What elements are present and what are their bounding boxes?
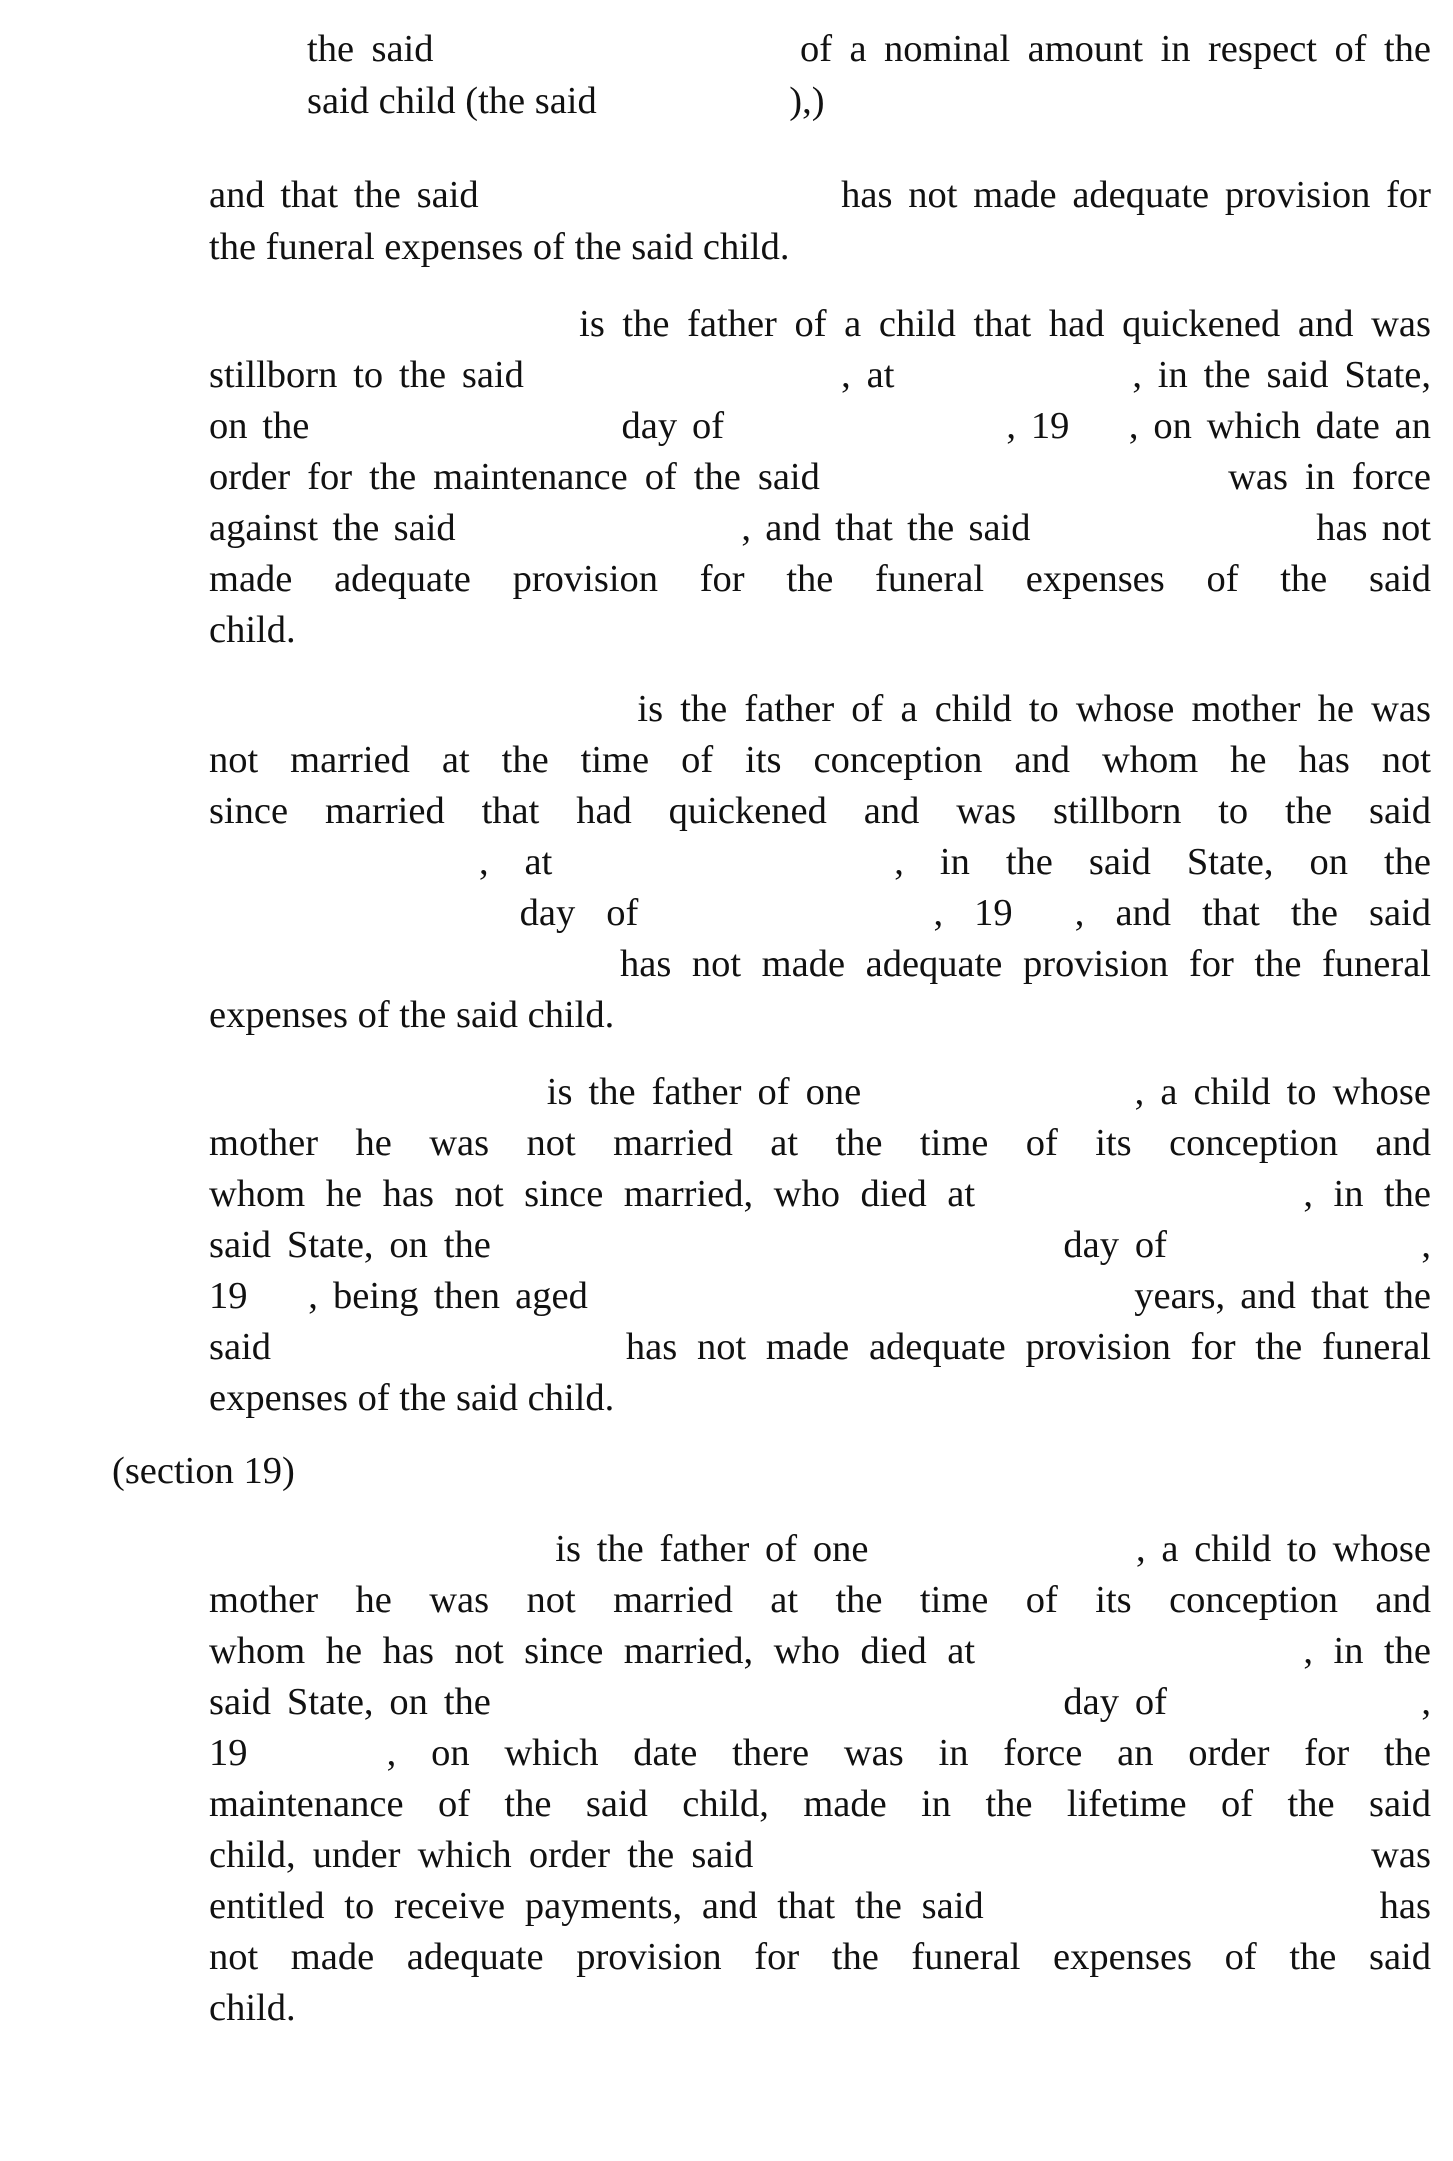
text-line: is the father of one , a child to whose [209, 1071, 1431, 1113]
text-line: 19 , on which date there was in force an order for the [209, 1732, 1431, 1774]
text-line: and that the said has not made adequate provision for [209, 174, 1431, 216]
text-line: maintenance of the said child, made in the lifetime of the said [209, 1783, 1431, 1825]
text-line: , at , in the said State, on the [209, 841, 1431, 883]
text-line: has not made adequate provision for the funeral [209, 943, 1431, 985]
text-line: said child (the said ),) [307, 80, 825, 122]
text-line: is the father of one , a child to whose [209, 1528, 1431, 1570]
text-line: against the said , and that the said has not [209, 507, 1431, 549]
text-line: child. [209, 1987, 296, 2029]
text-line: mother he was not married at the time of its conception and [209, 1579, 1431, 1621]
text-line: not married at the time of its conception and whom he has not [209, 739, 1431, 781]
text-line: the funeral expenses of the said child. [209, 226, 790, 268]
text-line: is the father of a child to whose mother he was [209, 688, 1431, 730]
text-line: expenses of the said child. [209, 994, 615, 1036]
text-line: not made adequate provision for the funeral expenses of the said [209, 1936, 1431, 1978]
text-line: on the day of , 19 , on which date an [209, 405, 1431, 447]
text-line: whom he has not since married, who died at , in the [209, 1630, 1431, 1672]
text-line: order for the maintenance of the said was in force [209, 456, 1431, 498]
text-line: child. [209, 609, 296, 651]
section-reference: (section 19) [112, 1450, 295, 1492]
text-line: expenses of the said child. [209, 1377, 615, 1419]
text-line: stillborn to the said , at , in the said State, [209, 354, 1431, 396]
text-line: said State, on the day of , [209, 1224, 1431, 1266]
text-line: 19 , being then aged years, and that the [209, 1275, 1431, 1317]
text-line: whom he has not since married, who died at , in the [209, 1173, 1431, 1215]
text-line: mother he was not married at the time of its conception and [209, 1122, 1431, 1164]
text-line: made adequate provision for the funeral expenses of the said [209, 558, 1431, 600]
text-line: day of , 19 , and that the said [209, 892, 1431, 934]
text-line: said has not made adequate provision for the funeral [209, 1326, 1431, 1368]
text-line: child, under which order the said was [209, 1834, 1431, 1876]
text-line: entitled to receive payments, and that the said has [209, 1885, 1431, 1927]
text-line: said State, on the day of , [209, 1681, 1431, 1723]
text-line: is the father of a child that had quickened and was [209, 303, 1431, 345]
text-line: since married that had quickened and was stillborn to the said [209, 790, 1431, 832]
text-line: the said of a nominal amount in respect of the [307, 28, 1431, 70]
